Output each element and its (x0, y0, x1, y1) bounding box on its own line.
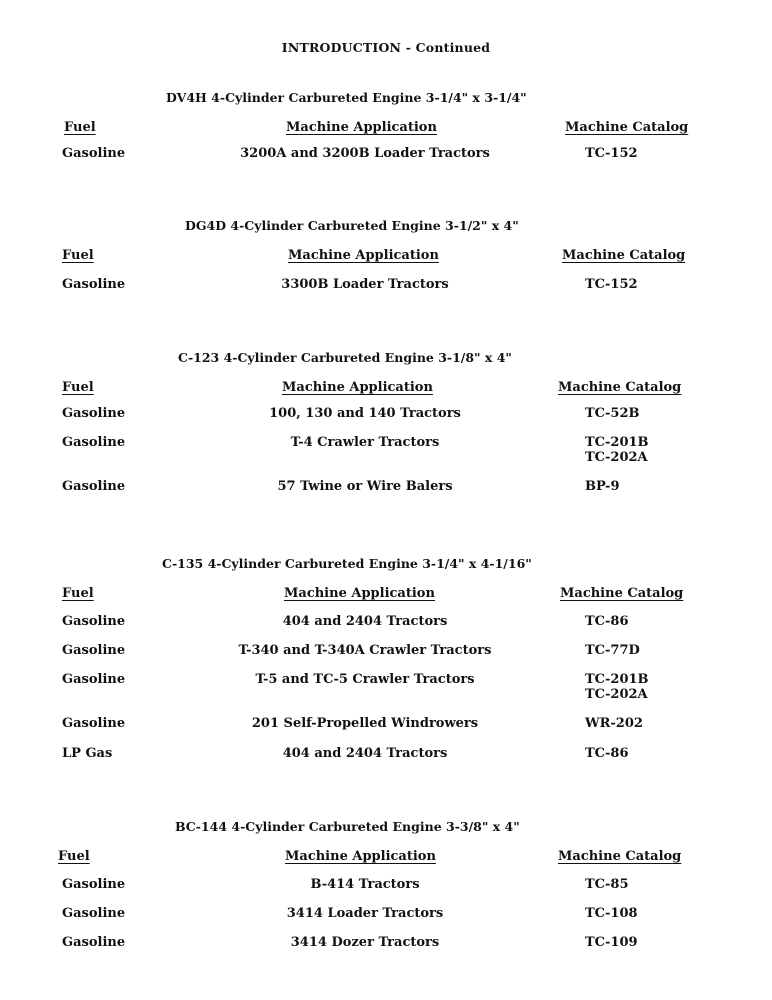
engine-title: BC-144 4-Cylinder Carbureted Engine 3-3/8" x 4" (175, 819, 520, 834)
application-cell: 3300B Loader Tractors (281, 277, 449, 292)
catalog-cell: TC-152 (585, 146, 638, 161)
engine-title: DV4H 4-Cylinder Carbureted Engine 3-1/4" x 3-1/4" (166, 90, 527, 105)
catalog-cell: TC-201B TC-202A (585, 435, 649, 465)
application-cell: 100, 130 and 140 Tractors (269, 406, 461, 421)
application-cell: T-4 Crawler Tractors (290, 435, 440, 450)
catalog-cell: TC-201B TC-202A (585, 672, 649, 702)
fuel-cell: Gasoline (62, 877, 126, 892)
fuel-header: Fuel (62, 248, 94, 263)
fuel-header: Fuel (58, 849, 90, 864)
machine-application-header: Machine Application (288, 248, 439, 263)
machine-catalog-header: Machine Catalog (560, 586, 684, 601)
application-cell: 3414 Dozer Tractors (290, 935, 440, 950)
application-cell: 3414 Loader Tractors (286, 906, 444, 921)
fuel-cell: Gasoline (62, 479, 126, 494)
fuel-cell: Gasoline (62, 435, 126, 450)
fuel-header: Fuel (62, 380, 94, 395)
catalog-cell: WR-202 (585, 716, 643, 731)
application-cell: 3200A and 3200B Loader Tractors (240, 146, 490, 161)
fuel-cell: Gasoline (62, 146, 126, 161)
engine-title: C-123 4-Cylinder Carbureted Engine 3-1/8" x 4" (178, 350, 512, 365)
fuel-cell: Gasoline (62, 643, 126, 658)
catalog-cell: TC-108 (585, 906, 638, 921)
application-cell: 404 and 2404 Tractors (282, 746, 448, 761)
catalog-cell: TC-86 (585, 746, 629, 761)
fuel-cell: LP Gas (62, 746, 113, 761)
fuel-cell: Gasoline (62, 277, 126, 292)
machine-application-header: Machine Application (286, 120, 437, 135)
machine-application-header: Machine Application (285, 849, 436, 864)
catalog-cell: TC-52B (585, 406, 640, 421)
machine-catalog-header: Machine Catalog (565, 120, 689, 135)
page-title: INTRODUCTION - Continued (281, 40, 491, 55)
fuel-cell: Gasoline (62, 935, 126, 950)
application-cell: 201 Self-Propelled Windrowers (251, 716, 479, 731)
catalog-cell: TC-85 (585, 877, 629, 892)
machine-application-header: Machine Application (284, 586, 435, 601)
fuel-cell: Gasoline (62, 406, 126, 421)
fuel-cell: Gasoline (62, 614, 126, 629)
application-cell: T-5 and TC-5 Crawler Tractors (255, 672, 475, 687)
fuel-cell: Gasoline (62, 672, 126, 687)
fuel-header: Fuel (62, 586, 94, 601)
engine-title: C-135 4-Cylinder Carbureted Engine 3-1/4" x 4-1/16" (162, 556, 532, 571)
engine-title: DG4D 4-Cylinder Carbureted Engine 3-1/2" x 4" (185, 218, 519, 233)
fuel-cell: Gasoline (62, 716, 126, 731)
catalog-cell: BP-9 (585, 479, 620, 494)
application-cell: 57 Twine or Wire Balers (277, 479, 453, 494)
catalog-cell: TC-77D (585, 643, 640, 658)
machine-catalog-header: Machine Catalog (558, 380, 682, 395)
machine-application-header: Machine Application (282, 380, 433, 395)
application-cell: B-414 Tractors (310, 877, 420, 892)
application-cell: 404 and 2404 Tractors (282, 614, 448, 629)
catalog-cell: TC-86 (585, 614, 629, 629)
catalog-cell: TC-152 (585, 277, 638, 292)
catalog-cell: TC-109 (585, 935, 638, 950)
machine-catalog-header: Machine Catalog (558, 849, 682, 864)
machine-catalog-header: Machine Catalog (562, 248, 686, 263)
fuel-header: Fuel (64, 120, 96, 135)
fuel-cell: Gasoline (62, 906, 126, 921)
application-cell: T-340 and T-340A Crawler Tractors (238, 643, 492, 658)
